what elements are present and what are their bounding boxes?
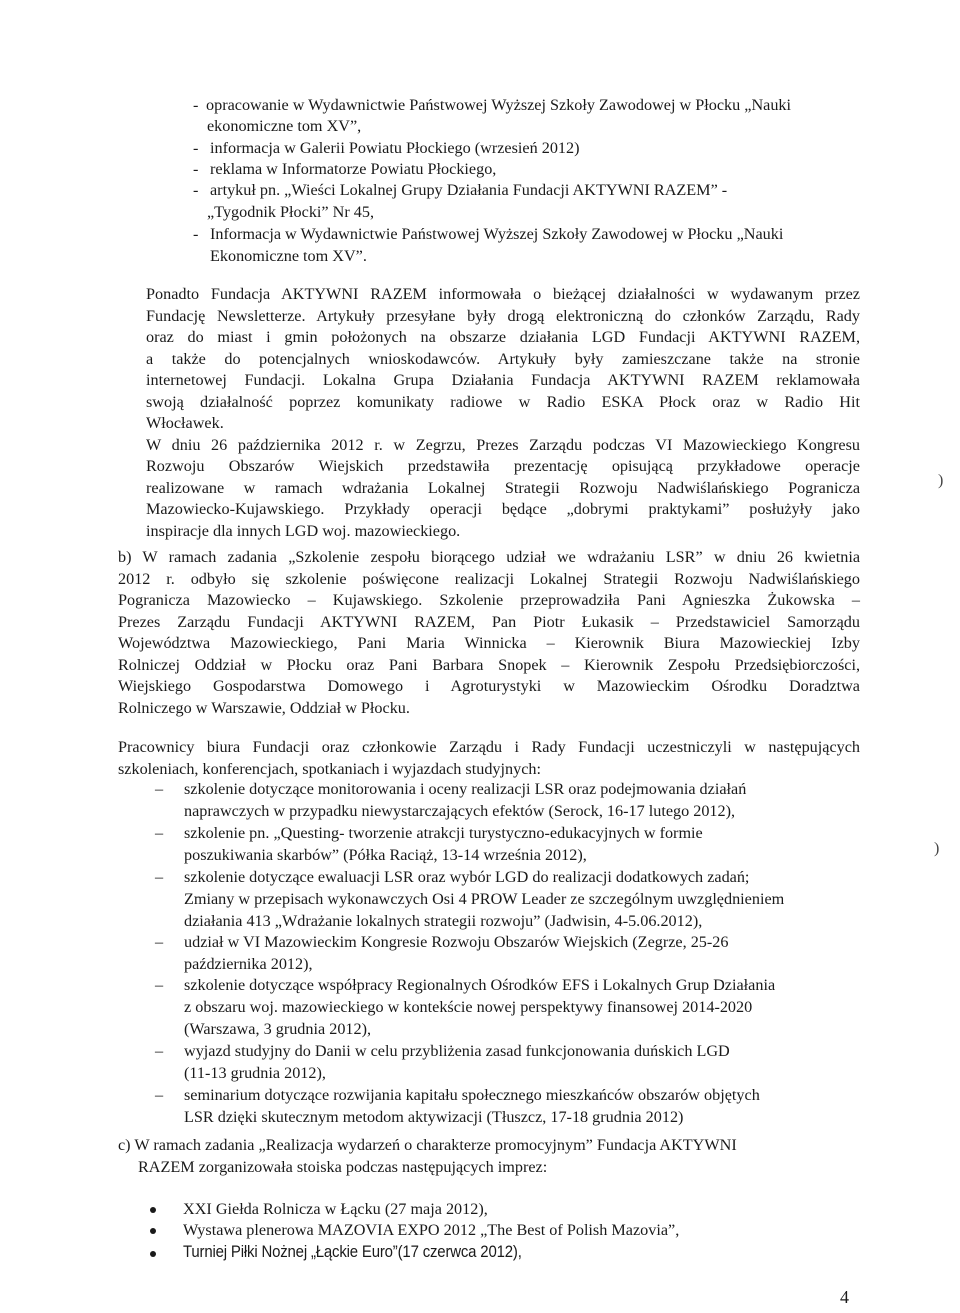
- list-item-line: szkolenie pn. „Questing- tworzenie atrakcji turystyczno-edukacyjnych w formie: [184, 824, 703, 842]
- section-c: [118, 1135, 860, 1178]
- paragraph-line: Mazowiecko-Kujawskiego. Przykłady operacji będące „dobrymi praktykami” posłużyły jako: [146, 500, 860, 518]
- paragraph-line: Fundację Newsletterze. Artykuły przesyłane były drogą elektroniczną do członków Zarządu, Rady: [146, 306, 860, 325]
- list-item-line: października 2012),: [184, 955, 313, 973]
- list-item: [150, 1220, 850, 1242]
- bullet-icon: [150, 1228, 156, 1234]
- paragraph-line: Pracownicy biura Fundacji oraz członkowie Zarządu i Rady Fundacji uczestniczyli w następujących: [118, 738, 860, 756]
- section-b: [118, 547, 860, 719]
- list-dash: -: [193, 139, 199, 157]
- list-item-line: artykuł pn. „Wieści Lokalnej Grupy Działania Fundacji AKTYWNI RAZEM” -: [210, 181, 728, 199]
- list-item: [150, 1241, 850, 1265]
- list-item-line: działania 413 „Wdrażanie lokalnych strategii rozwoju” (Jadwisin, 4-5.06.2012),: [184, 912, 703, 930]
- list-dash: –: [155, 976, 164, 994]
- list-dash: –: [155, 780, 164, 798]
- paragraph-line: 2012 r. odbyło się szkolenie poświęcone realizacji Lokalnej Strategii Rozwoju Nadwiślańskiego: [118, 569, 860, 588]
- list-dash: –: [155, 1086, 164, 1104]
- margin-bracket: ): [934, 840, 940, 857]
- page-number: 4: [840, 1287, 849, 1307]
- list-item-line: poszukiwania skarbów” (Półka Raciąż, 13-14 września 2012),: [184, 846, 587, 864]
- paragraph-line: oraz do miast i gmin położonych na obszarze działania LGD Fundacji AKTYWNI RAZEM,: [146, 328, 860, 346]
- list-item-line: opracowanie w Wydawnictwie Państwowej Wyższej Szkoły Zawodowej w Płocku „Nauki: [206, 96, 792, 114]
- list-item-line: Wystawa plenerowa MAZOVIA EXPO 2012 „The Best of Polish Mazovia”,: [183, 1221, 680, 1239]
- paragraph-line: szkoleniach, konferencjach, spotkaniach i wyjazdach studyjnych:: [118, 759, 541, 778]
- list-item-line: informacja w Galerii Powiatu Płockiego (wrzesień 2012): [210, 139, 580, 157]
- paragraph-newsletter: [146, 284, 860, 542]
- list-item-line: szkolenie dotyczące ewaluacji LSR oraz wybór LGD do realizacji dodatkowych zadań;: [184, 868, 750, 886]
- paragraph-line: c) W ramach zadania „Realizacja wydarzeń o charakterze promocyjnym” Fundacja AKTYWNI: [118, 1136, 737, 1154]
- paragraph-line: inspiracje dla innych LGD woj. mazowieckiego.: [146, 521, 461, 540]
- list-item-line: XXI Giełda Rolnicza w Łącku (27 maja 2012),: [183, 1200, 488, 1218]
- list-item-line: szkolenie dotyczące współpracy Regionalnych Ośrodków EFS i Lokalnych Grup Działania: [184, 976, 776, 994]
- paragraph-line: Wiejskiego Gospodarstwa Domowego i Agroturystyki w Mazowieckim Ośrodku Doradztwa: [118, 677, 860, 695]
- list-item-line: udział w VI Mazowieckim Kongresie Rozwoju Obszarów Wiejskich (Zegrze, 25-26: [184, 933, 729, 951]
- list-item-line: (11-13 grudnia 2012),: [184, 1064, 326, 1082]
- paragraph-line: internetowej Fundacji. Lokalna Grupa Działania Fundacja AKTYWNI RAZEM reklamowała: [146, 371, 860, 389]
- list-dash: –: [155, 933, 164, 951]
- training-intro: [118, 737, 860, 780]
- list-item: [150, 1199, 850, 1221]
- list-item-line: Ekonomiczne tom XV”.: [210, 247, 367, 265]
- list-item-line: z obszaru woj. mazowieckiego w kontekście nowej perspektywy finansowej 2014-2020: [184, 998, 753, 1016]
- bullet-icon: [150, 1207, 156, 1213]
- paragraph-line: Włocławek.: [146, 414, 224, 432]
- events-list: [150, 1199, 850, 1269]
- list-item-line: „Tygodnik Płocki” Nr 45,: [207, 203, 375, 221]
- list-item-line: wyjazd studyjny do Danii w celu przybliżenia zasad funkcjonowania duńskich LGD: [184, 1042, 730, 1060]
- list-dash: –: [155, 1042, 164, 1060]
- paragraph-line: realizowane w ramach wdrażania Lokalnej Strategii Rozwoju Nadwiślańskiego Pogranicza: [146, 478, 860, 497]
- paragraph-line: swoją działalność poprzez komunikaty radiowe w Radio ESKA Płock oraz w Radio Hit: [146, 392, 860, 411]
- list-item-line: Turniej Piłki Nożnej „Łąckie Euro”(17 czerwca 2012),: [183, 1242, 522, 1261]
- margin-bracket: ): [938, 472, 944, 489]
- list-item-line: seminarium dotyczące rozwijania kapitału społecznego mieszkańców obszarów objętych: [184, 1086, 760, 1104]
- paragraph-line: Prezes Zarządu Fundacji AKTYWNI RAZEM, Pan Piotr Łukasik – Przedstawiciel Samorządu: [118, 612, 860, 631]
- list-item-line: Informacja w Wydawnictwie Państwowej Wyższej Szkoły Zawodowej w Płocku „Nauki: [210, 225, 784, 243]
- paragraph-line: W dniu 26 października 2012 r. w Zegrzu, Prezes Zarządu podczas VI Mazowieckiego Kongresu: [146, 435, 860, 454]
- list-item-line: Zmiany w przepisach wykonawczych Osi 4 PROW Leader ze szczególnym uwzględnieniem: [184, 890, 785, 908]
- paragraph-line: b) W ramach zadania „Szkolenie zespołu biorącego udział we wdrażaniu LSR” w dniu 26 kwietnia: [118, 548, 860, 566]
- list-dash: –: [155, 868, 164, 886]
- list-item-line: szkolenie dotyczące monitorowania i oceny realizacji LSR oraz podejmowania działań: [184, 780, 747, 798]
- list-item-line: reklama w Informatorze Powiatu Płockiego,: [210, 160, 497, 178]
- list-dash: –: [155, 824, 164, 842]
- paragraph-line: Rolniczej Oddział w Płocku oraz Pani Barbara Snopek – Kierownik Zespołu Przedsiębiorczości,: [118, 655, 860, 674]
- paragraph-line: Pogranicza Mazowiecko – Kujawskiego. Szkolenie przeprowadziła Pani Agnieszka Żukowska –: [118, 591, 860, 609]
- list-item-line: ekonomiczne tom XV”,: [207, 117, 362, 135]
- paragraph-line: Rozwoju Obszarów Wiejskich przedstawiła prezentację opisującą przykładowe operacje: [146, 457, 860, 475]
- bullet-icon: [150, 1251, 156, 1257]
- paragraph-line: Województwa Mazowieckiego, Pani Maria Winnicka – Kierownik Biura Mazowieckiej Izby: [118, 634, 860, 652]
- list-dash: -: [193, 96, 199, 114]
- list-item-line: (Warszawa, 3 grudnia 2012),: [184, 1020, 372, 1038]
- list-dash: -: [193, 181, 199, 199]
- list-item-line: LSR dzięki skutecznym metodom aktywizacji (Tłuszcz, 17-18 grudnia 2012): [184, 1108, 684, 1126]
- paragraph-line: Ponadto Fundacja AKTYWNI RAZEM informowała o bieżącej działalności w wydawanym przez: [146, 285, 860, 303]
- paragraph-line: RAZEM zorganizowała stoiska podczas następujących imprez:: [138, 1157, 548, 1176]
- list-dash: -: [193, 160, 199, 178]
- paragraph-line: Rolniczego w Warszawie, Oddział w Płocku.: [118, 698, 410, 717]
- list-dash: -: [193, 225, 199, 243]
- paragraph-line: a także do potencjalnych wnioskodawców. Artykuły były zamieszczane także na stronie: [146, 349, 860, 368]
- list-item-line: naprawczych w przypadku niewystarczających efektów (Serock, 16-17 lutego 2012),: [184, 802, 736, 820]
